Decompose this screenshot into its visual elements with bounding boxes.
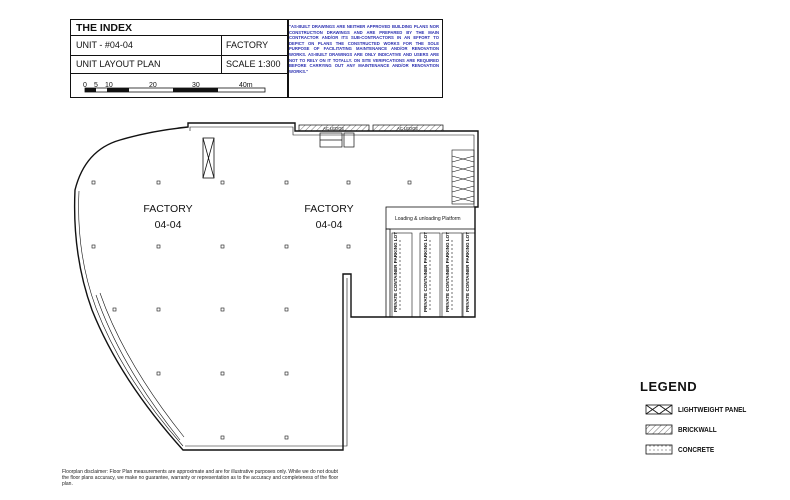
room-label-right: FACTORY [304,203,354,215]
ac-ledge-label-2: AC LEDGE [397,126,419,131]
parking-lots [392,233,475,317]
legend-label-lightweight: LIGHTWEIGHT PANEL [678,405,747,414]
column-markers [92,181,411,439]
scale-tick-20: 20 [149,82,157,89]
legend-swatch-brickwall [646,425,672,434]
legend-swatch-lightweight [646,405,672,414]
parking-label-1: PRIVATE CONTAINER PARKING LOT [393,231,398,312]
room-number-right: 04-04 [315,219,343,231]
project-title: THE INDEX [76,22,133,34]
staircase [452,150,474,204]
parking-label-4: PRIVATE CONTAINER PARKING LOT [465,231,470,312]
scale-tick-30: 30 [192,82,200,89]
ac-ledge-label-1: AC LEDGE [323,126,345,131]
scale-tick-5: 5 [94,82,98,89]
room-number-left: 04-04 [154,219,182,231]
scale-tick-40: 40m [239,82,253,89]
scale-tick-0: 0 [83,82,87,89]
as-built-disclaimer: "AS-BUILT DRAWINGS ARE NEITHER APPROVED BUILDING PLANS NOR CONSTRUCTION DRAWINGS AND ARE PREPARED BY THE MAIN CONTRACTOR AND/OR ITS SUB-CONTRACTORS IN AN EFFORT TO DEPICT ON PLANS THE CONSTRUCTED WORKS FOR THE SOLE PURPOSE OF FACILITATING MAINTENANCE AND/OR RENOVATION WORKS. AS-BUILT DRAWINGS ARE ONLY INDICATIVE AND USERS ARE NOT TO RELY ON IT TOTALLY. ON SITE VERIFICATIONS ARE REQUIRED BEFORE CARRYING OUT ANY MAINTENANCE AND/OR RENOVATION WORKS." [289,24,439,74]
plan-name: UNIT LAYOUT PLAN [76,59,161,69]
ac-ledges [299,125,443,131]
legend-label-brickwall: BRICKWALL [678,425,717,434]
legend-title: LEGEND [640,379,698,394]
loading-platform-label: Loading & unloading Platform [395,216,461,222]
legend-label-concrete: CONCRETE [678,445,715,454]
curved-panel-left [96,293,184,440]
parking-label-2: PRIVATE CONTAINER PARKING LOT [423,231,428,312]
legend-swatches [646,405,672,454]
scale-tick-10: 10 [105,82,113,89]
floorplan-disclaimer: Floorplan disclaimer: Floor Plan measurements are approximate and are for illustrative purposes only. While we do not doubt the floor plans accuracy, we make no guarantee, warranty or representation as to the accuracy and completeness of the floor plan. [62,469,339,488]
legend-swatch-concrete [646,445,672,454]
loading-platform [386,207,475,317]
ac-ledge-labels [323,126,418,131]
parking-label-3: PRIVATE CONTAINER PARKING LOT [445,231,450,312]
plan-scale: SCALE 1:300 [226,59,281,69]
outer-wall [75,123,478,450]
unit-number: UNIT - #04-04 [76,40,133,50]
room-label-left: FACTORY [143,203,193,215]
column-block [203,138,214,178]
unit-type: FACTORY [226,40,269,50]
